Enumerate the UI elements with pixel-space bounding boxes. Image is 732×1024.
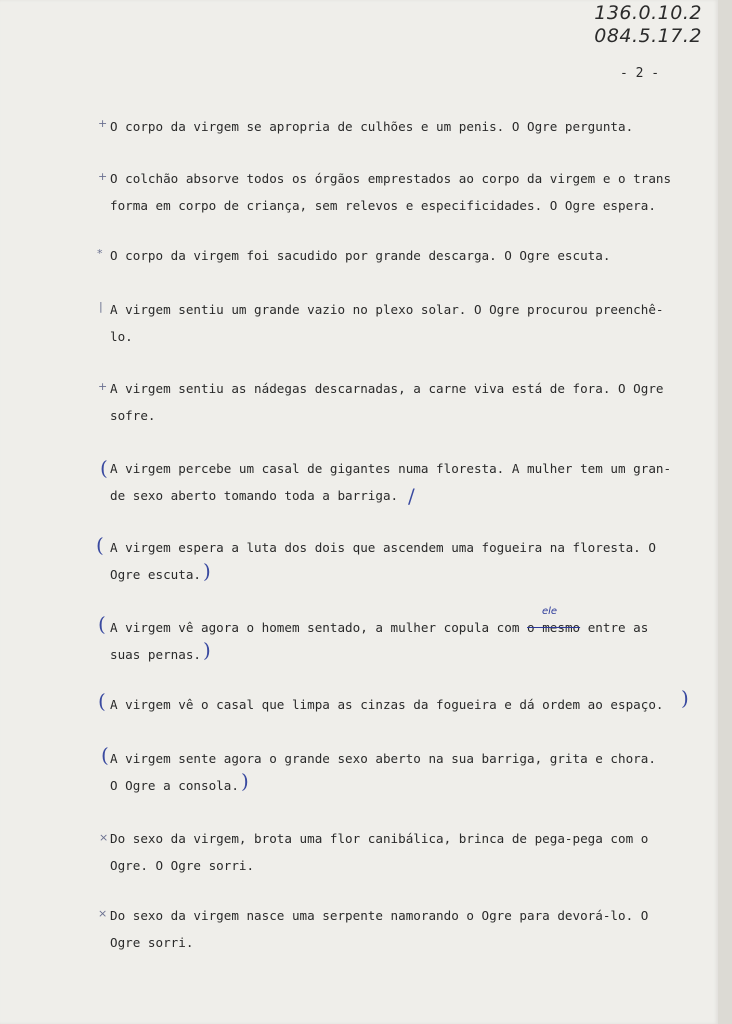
text-line: O colchão absorve todos os órgãos emprestados ao corpo da virgem e o trans bbox=[110, 171, 672, 186]
margin-mark: × bbox=[99, 831, 109, 844]
pen-bracket-open: ( bbox=[96, 533, 104, 557]
struck-text: o mesmo bbox=[527, 620, 581, 635]
pen-bracket-open: ( bbox=[100, 456, 108, 480]
text-line: A virgem sentiu as nádegas descarnadas, a carne viva está de fora. O Ogre bbox=[110, 381, 664, 396]
paragraph bbox=[110, 242, 690, 269]
text-line: O corpo da virgem foi sacudido por grande descarga. O Ogre escuta. bbox=[110, 248, 611, 263]
paragraph bbox=[110, 165, 690, 219]
archive-code: 136.0.10.2 bbox=[594, 2, 702, 24]
text-segment: A virgem vê agora o homem sentado, a mulher copula com bbox=[110, 620, 520, 635]
text-line: A virgem percebe um casal de gigantes numa floresta. A mulher tem um gran- bbox=[110, 461, 672, 476]
text-line: Ogre escuta. bbox=[110, 567, 201, 582]
paragraph bbox=[110, 902, 690, 956]
text-line: O Ogre a consola. bbox=[110, 778, 239, 793]
margin-mark: | bbox=[99, 300, 103, 313]
paragraph bbox=[110, 691, 690, 718]
text-line: lo. bbox=[110, 329, 133, 344]
margin-mark: * bbox=[97, 247, 103, 260]
text-line: suas pernas. bbox=[110, 647, 201, 662]
pen-bracket-open: ( bbox=[101, 743, 109, 767]
pen-bracket-open: ( bbox=[98, 689, 106, 713]
text-line: A virgem sentiu um grande vazio no plexo solar. O Ogre procurou preenchê- bbox=[110, 302, 664, 317]
text-segment: entre as bbox=[580, 620, 649, 635]
page-edge bbox=[718, 0, 732, 1024]
margin-mark: + bbox=[98, 380, 108, 393]
text-line: Ogre. O Ogre sorri. bbox=[110, 858, 255, 873]
pen-bracket-close: ) bbox=[241, 769, 249, 793]
paragraph bbox=[110, 534, 690, 588]
archive-reference bbox=[594, 2, 702, 48]
paragraph bbox=[110, 113, 690, 140]
archive-code: 084.5.17.2 bbox=[594, 25, 702, 47]
text-line: A virgem vê o casal que limpa as cinzas da fogueira e dá ordem ao espaço. bbox=[110, 697, 664, 712]
page-number: - 2 - bbox=[620, 66, 660, 81]
paragraph bbox=[110, 614, 690, 668]
text-line: A virgem espera a luta dos dois que ascendem uma fogueira na floresta. O bbox=[110, 540, 656, 555]
text-line bbox=[110, 614, 690, 641]
text-line: Do sexo da virgem nasce uma serpente namorando o Ogre para devorá-lo. O bbox=[110, 908, 649, 923]
pen-bracket-open: ( bbox=[98, 612, 106, 636]
margin-mark: + bbox=[98, 117, 108, 130]
paragraph bbox=[110, 745, 690, 799]
paragraph bbox=[110, 296, 690, 350]
text-line: O corpo da virgem se apropria de culhões e um penis. O Ogre pergunta. bbox=[110, 119, 634, 134]
pen-bracket-close: ) bbox=[203, 559, 211, 583]
text-line: sofre. bbox=[110, 408, 156, 423]
paragraph bbox=[110, 375, 690, 429]
pen-bracket-close: / bbox=[408, 484, 415, 508]
text-line: Do sexo da virgem, brota uma flor canibálica, brinca de pega-pega com o bbox=[110, 831, 649, 846]
paragraph bbox=[110, 455, 690, 509]
handwritten-insertion: ele bbox=[542, 606, 558, 617]
text-line: forma em corpo de criança, sem relevos e especificidades. O Ogre espera. bbox=[110, 198, 656, 213]
text-line: Ogre sorri. bbox=[110, 935, 194, 950]
text-line: A virgem sente agora o grande sexo aberto na sua barriga, grita e chora. bbox=[110, 751, 656, 766]
pen-bracket-close: ) bbox=[203, 638, 211, 662]
pen-bracket-close: ) bbox=[681, 686, 689, 710]
margin-mark: × bbox=[98, 907, 108, 920]
text-line: de sexo aberto tomando toda a barriga. bbox=[110, 488, 399, 503]
paragraph bbox=[110, 825, 690, 879]
margin-mark: + bbox=[98, 170, 108, 183]
